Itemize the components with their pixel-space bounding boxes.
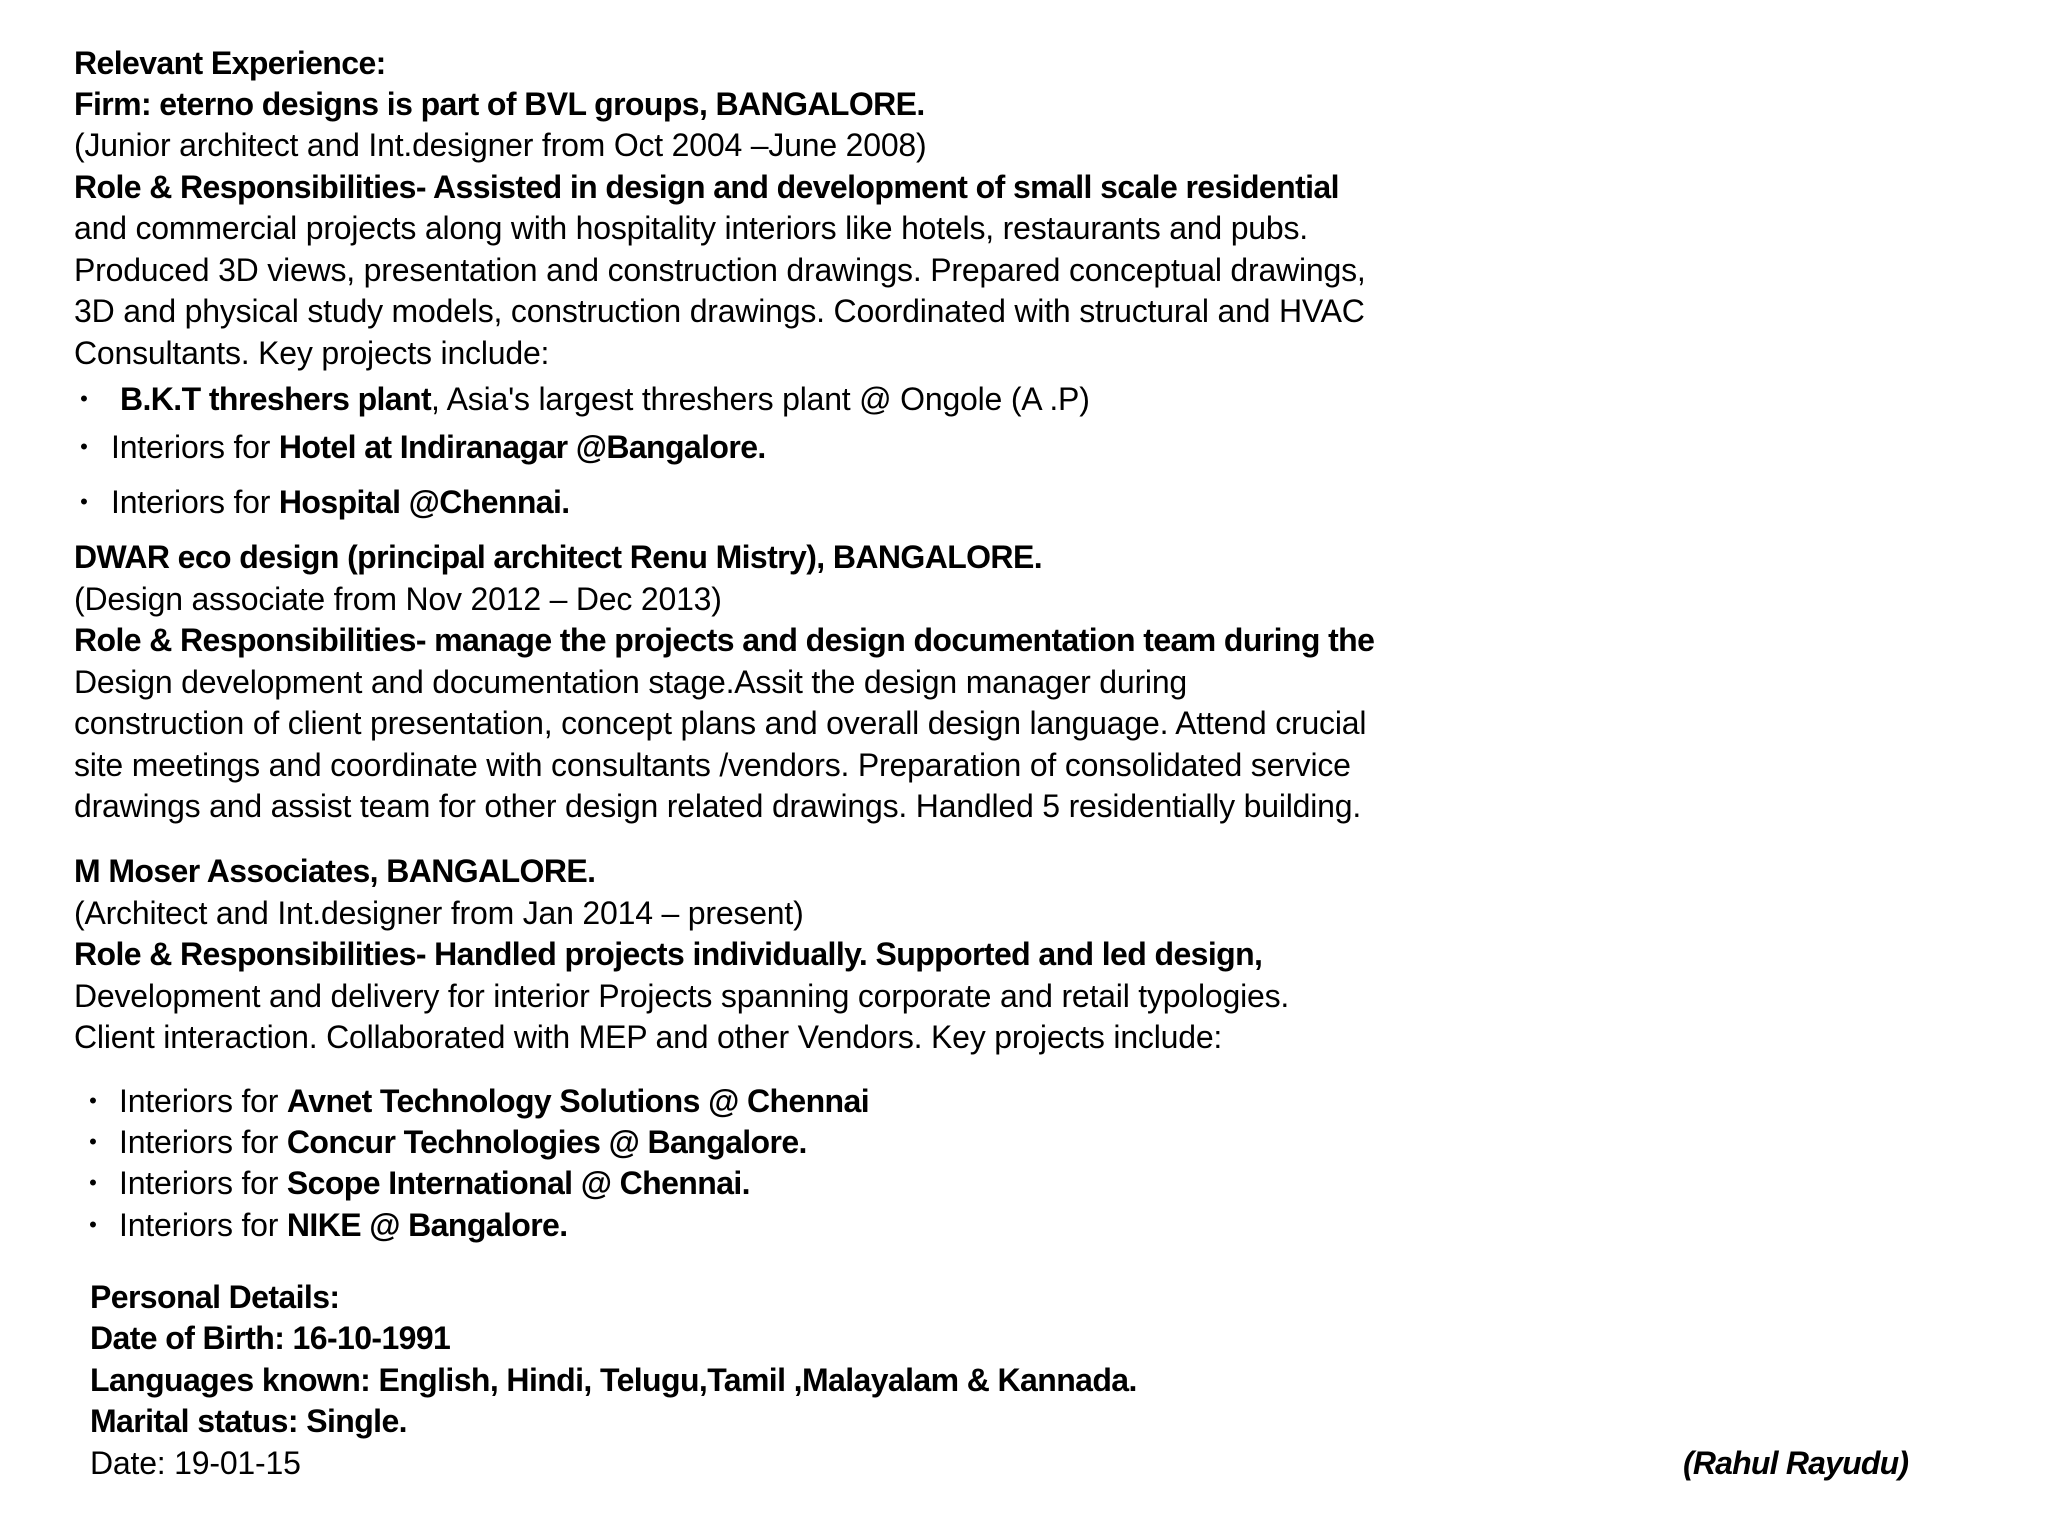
languages-known: Languages known: English, Hindi, Telugu,Tamil ,Malayalam & Kannada. [90, 1362, 1137, 1398]
document-date: Date: 19-01-15 [90, 1445, 301, 1481]
date-of-birth: Date of Birth: 16-10-1991 [90, 1320, 451, 1356]
marital-status: Marital status: Single. [90, 1403, 407, 1439]
section-heading-personal: Personal Details: [90, 1279, 340, 1315]
bullet-icon: • [89, 1212, 97, 1237]
project-name: Hospital @Chennai. [278, 484, 570, 520]
section-heading-experience: Relevant Experience: [74, 45, 386, 81]
firm1-body-line: Produced 3D views, presentation and construction drawings. Prepared conceptual drawings, [74, 252, 1366, 288]
bullet-icon: • [80, 489, 88, 514]
bullet-icon: • [80, 386, 88, 411]
firm1-body-line: and commercial projects along with hospitality interiors like hotels, restaurants and pubs. [74, 210, 1308, 246]
project-prefix: Interiors for [111, 484, 279, 520]
firm3-title: M Moser Associates, BANGALORE. [74, 853, 596, 889]
bullet-icon: • [80, 434, 88, 459]
signature-name: (Rahul Rayudu) [1683, 1445, 1909, 1481]
project-prefix: Interiors for [119, 1083, 287, 1119]
project-name: B.K.T threshers plant [120, 381, 432, 417]
project-prefix: Interiors for [119, 1207, 287, 1243]
firm2-role: Role & Responsibilities- manage the projects and design documentation team during the [74, 622, 1375, 658]
firm1-body-line: 3D and physical study models, construction drawings. Coordinated with structural and HVAC [74, 293, 1365, 329]
project-name: Scope International @ Chennai. [286, 1165, 750, 1201]
bullet-icon: • [89, 1088, 97, 1113]
firm1-period: (Junior architect and Int.designer from Oct 2004 –June 2008) [74, 127, 927, 163]
project-detail: , Asia's largest threshers plant @ Ongole (A .P) [431, 381, 1090, 417]
firm2-body-line: construction of client presentation, concept plans and overall design language. Attend crucial [74, 705, 1367, 741]
firm2-title: DWAR eco design (principal architect Renu Mistry), BANGALORE. [74, 539, 1042, 575]
project-name: Hotel at Indiranagar @Bangalore. [278, 429, 766, 465]
firm3-body-line: Development and delivery for interior Projects spanning corporate and retail typologies. [74, 978, 1290, 1014]
firm2-body-line: drawings and assist team for other design related drawings. Handled 5 residentially building. [74, 788, 1362, 824]
project-prefix: Interiors for [111, 429, 279, 465]
bullet-icon: • [89, 1129, 97, 1154]
firm3-body-line: Client interaction. Collaborated with MEP and other Vendors. Key projects include: [74, 1019, 1223, 1055]
firm2-body-line: site meetings and coordinate with consultants /vendors. Preparation of consolidated service [74, 747, 1351, 783]
firm3-role: Role & Responsibilities- Handled projects individually. Supported and led design, [74, 936, 1263, 972]
firm1-role: Role & Responsibilities- Assisted in design and development of small scale residential [74, 169, 1339, 205]
project-prefix: Interiors for [119, 1124, 287, 1160]
bullet-icon: • [89, 1170, 97, 1195]
firm1-title: Firm: eterno designs is part of BVL groups, BANGALORE. [74, 86, 925, 122]
project-name: Avnet Technology Solutions @ Chennai [286, 1083, 869, 1119]
firm1-body-line: Consultants. Key projects include: [74, 335, 550, 371]
firm3-period: (Architect and Int.designer from Jan 2014 – present) [74, 895, 804, 931]
firm2-body-line: Design development and documentation stage.Assit the design manager during [74, 664, 1188, 700]
project-name: Concur Technologies @ Bangalore. [286, 1124, 807, 1160]
project-name: NIKE @ Bangalore. [286, 1207, 568, 1243]
firm2-period: (Design associate from Nov 2012 – Dec 2013) [74, 581, 722, 617]
project-prefix: Interiors for [119, 1165, 287, 1201]
